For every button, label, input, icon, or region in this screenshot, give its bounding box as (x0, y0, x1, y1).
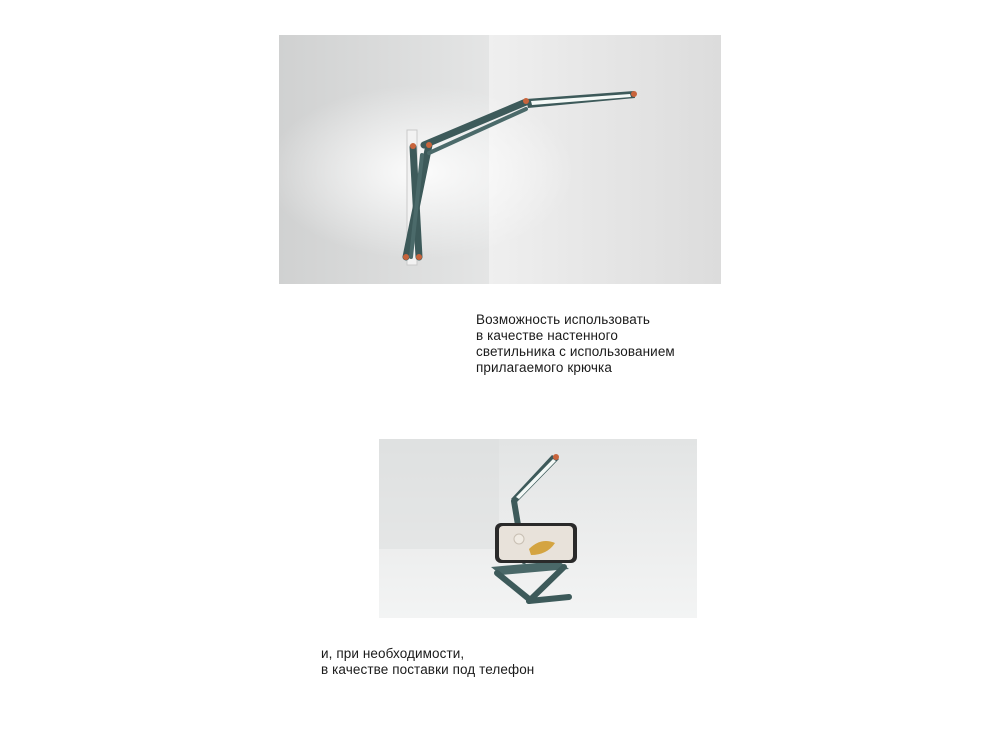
caption-line: Возможность использовать (476, 312, 651, 327)
caption-line: и, при необходимости, (321, 646, 465, 661)
wall-mounted-lamp-photo (279, 35, 721, 284)
caption-line: светильника с использованием (476, 344, 675, 359)
caption-line: в качестве поставки под телефон (321, 662, 535, 677)
wall-mount-caption (476, 312, 675, 376)
caption-line: в качестве настенного (476, 328, 618, 343)
phone-stand-lamp-photo (379, 439, 697, 618)
caption-line: прилагаемого крючка (476, 360, 612, 375)
phone-stand-caption (321, 646, 534, 678)
